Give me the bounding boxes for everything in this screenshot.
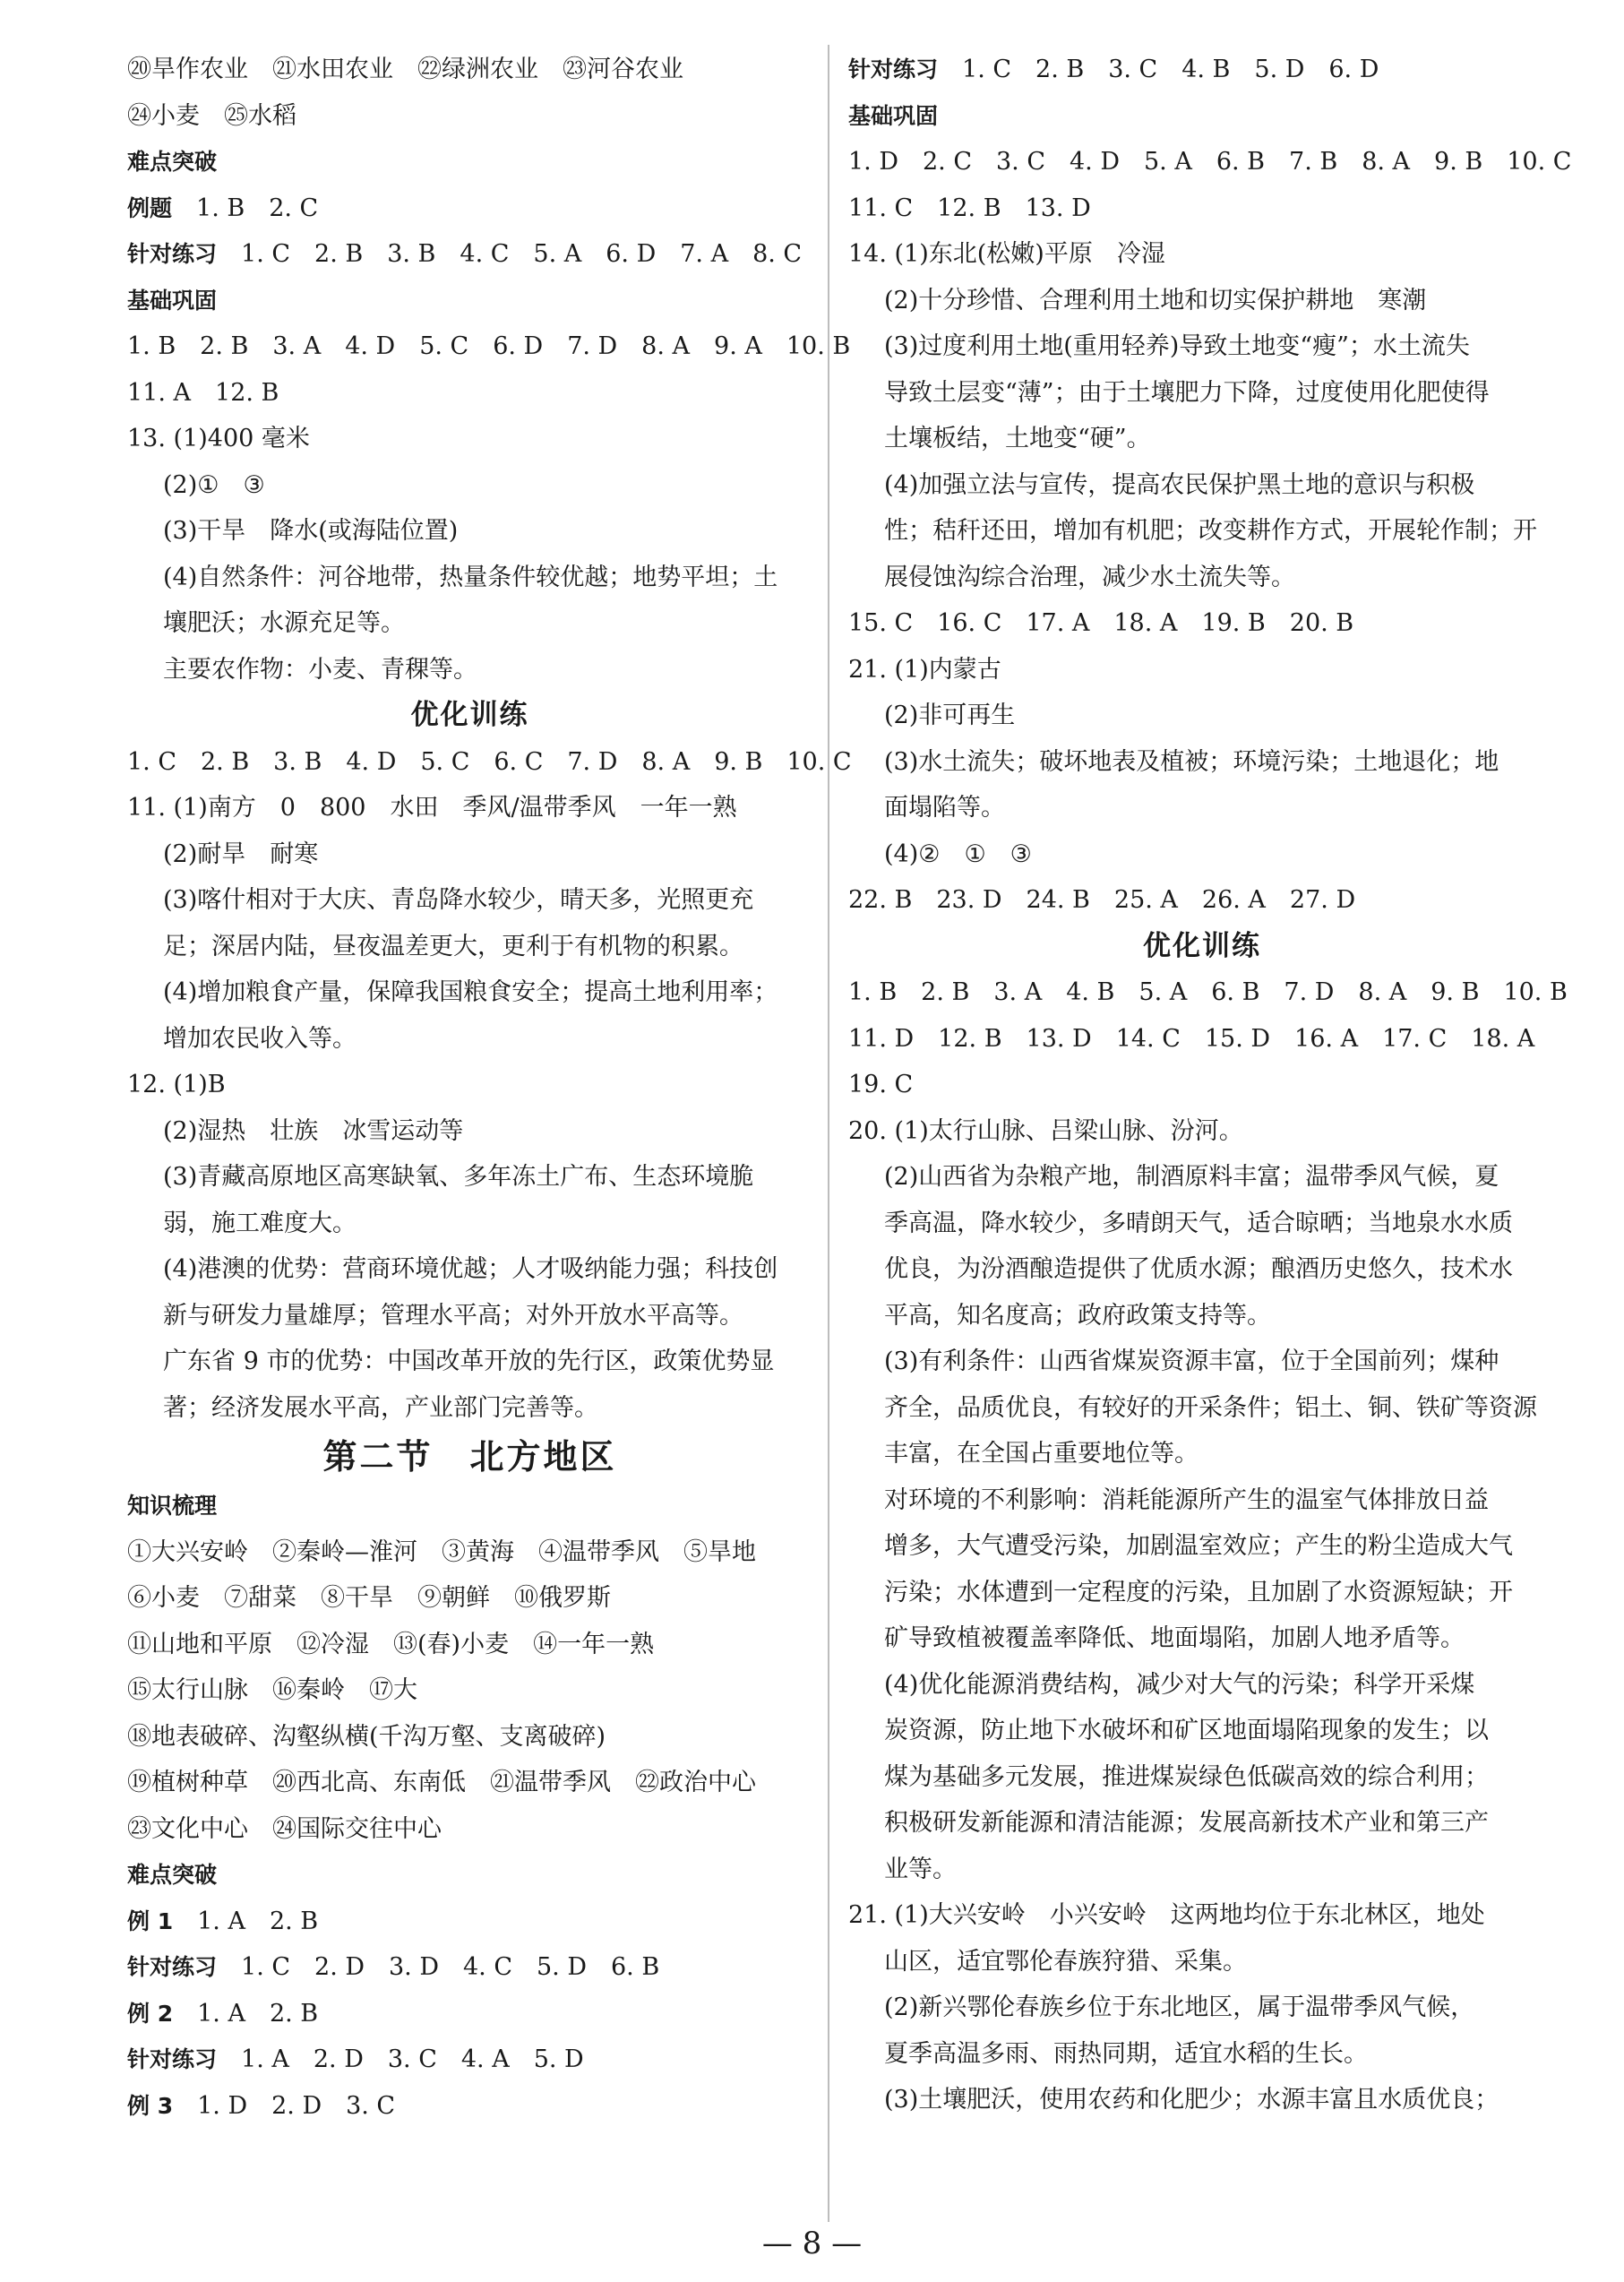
answer-line: [848, 231, 1556, 278]
answer-line: [127, 1991, 812, 2037]
section-label: [127, 1852, 812, 1899]
line-text: 平高，知名度高；政府政策支持等。: [884, 1301, 1271, 1330]
line-text: 难点突破: [127, 149, 218, 175]
line-text: 1. A 2. B: [197, 1999, 319, 2028]
answer-line: [127, 1575, 812, 1622]
right-column: [848, 47, 1572, 2123]
line-text: 1. C 2. D 3. D 4. C 5. D 6. B: [241, 1953, 660, 1981]
exercise-label: 针对练习: [127, 1954, 218, 1980]
exercise-label: 针对练习: [848, 56, 939, 82]
answer-line: [127, 185, 812, 232]
column-divider: [828, 45, 829, 2222]
line-text: (2)① ③: [163, 470, 265, 499]
answer-line: [127, 1016, 812, 1063]
line-text: 基础巩固: [127, 287, 218, 314]
line-text: (4)优化能源消费结构，减少对大气的污染；科学开采煤: [884, 1670, 1475, 1699]
answer-line: [127, 2083, 812, 2130]
answer-line: [127, 1246, 812, 1293]
answer-line: [848, 1892, 1556, 1939]
answer-line: [127, 739, 852, 786]
section-label: [127, 1483, 812, 1529]
answer-line: [848, 1016, 1556, 1063]
answer-line: [127, 877, 812, 924]
answer-line: [848, 1523, 1556, 1570]
answer-line: [848, 323, 1556, 370]
answer-line: [848, 1570, 1556, 1616]
answer-line: [127, 1622, 812, 1668]
answer-line: [848, 693, 1556, 739]
line-text: 1. B 2. C: [196, 194, 319, 222]
answer-line: [127, 1944, 812, 1991]
line-text: 矿导致植被覆盖率降低、地面塌陷，加剧人地矛盾等。: [884, 1624, 1465, 1652]
answer-line: [127, 93, 812, 140]
exercise-label: 例 1: [127, 1907, 174, 1934]
line-text: (4)港澳的优势：营商环境优越；人才吸纳能力强；科技创: [163, 1255, 778, 1283]
line-text: 污染；水体遭到一定程度的污染，且加剧了水资源短缺；开: [884, 1578, 1513, 1606]
answer-line: [848, 600, 1556, 647]
line-text: (4)加强立法与宣传，提高农民保护黑土地的意识与积极: [884, 470, 1475, 499]
answer-line: [848, 2031, 1556, 2078]
line-text: 导致土层变“薄”；由于土壤肥力下降，过度使用化肥使得: [884, 378, 1490, 407]
line-text: 优化训练: [410, 699, 529, 731]
line-text: 12. (1)B: [127, 1071, 226, 1098]
line-text: 炭资源，防止地下水破坏和矿区地面塌陷现象的发生；以: [884, 1717, 1489, 1744]
line-text: 20. (1)太行山脉、吕梁山脉、汾河。: [848, 1116, 1243, 1145]
line-text: ㉓文化中心 ㉔国际交往中心: [127, 1814, 442, 1843]
answer-line: [127, 1760, 812, 1806]
line-text: 11. (1)南方 0 800 水田 季风/温带季风 一年一熟: [127, 794, 737, 822]
line-text: 1. A 2. B: [197, 1907, 319, 1935]
answer-line: [848, 1800, 1556, 1847]
answer-line: [848, 1847, 1556, 1893]
answer-line: [127, 323, 851, 370]
line-text: (3)干旱 降水(或海陆位置): [163, 517, 459, 545]
line-text: ⑪山地和平原 ⑫冷湿 ⑬(春)小麦 ⑭一年一熟: [127, 1630, 655, 1658]
section-label: [127, 278, 812, 324]
answer-line: [848, 969, 1568, 1016]
answer-line: [848, 1431, 1556, 1477]
line-text: 壤肥沃；水源充足等。: [163, 609, 405, 637]
exercise-label: 针对练习: [127, 241, 218, 267]
answer-line: [127, 1154, 812, 1201]
line-text: ㉔小麦 ㉕水稻: [127, 101, 296, 130]
answer-line: [127, 555, 812, 601]
answer-line: [848, 831, 1556, 878]
line-text: 广东省 9 市的优势：中国改革开放的先行区，政策优势显: [163, 1348, 775, 1375]
line-text: 14. (1)东北(松嫩)平原 冷湿: [848, 240, 1165, 268]
answer-line: [848, 47, 1556, 93]
line-text: 1. A 2. D 3. C 4. A 5. D: [241, 2045, 584, 2073]
line-text: 增多，大气遭受污染，加剧温室效应；产生的粉尘造成大气: [884, 1532, 1513, 1560]
answer-line: [848, 185, 1556, 232]
line-text: 齐全，品质优良，有较好的开采条件；铝土、铜、铁矿等资源: [884, 1393, 1537, 1422]
line-text: 13. (1)400 毫米: [127, 425, 310, 452]
chapter-heading: [127, 1431, 812, 1483]
answer-line: [127, 969, 812, 1016]
line-text: 难点突破: [127, 1862, 218, 1888]
line-text: 优良，为汾酒酿造提供了优质水源；酿酒历史悠久，技术水: [884, 1255, 1513, 1283]
line-text: 展侵蚀沟综合治理，减少水土流失等。: [884, 563, 1295, 591]
page-number: — 8 —: [761, 2226, 863, 2261]
exercise-label: 例题: [127, 194, 173, 221]
line-text: 增加农民收入等。: [163, 1024, 357, 1053]
line-text: 知识梳理: [127, 1493, 218, 1519]
answer-line: [848, 1293, 1556, 1339]
line-text: 新与研发力量雄厚；管理水平高；对外开放水平高等。: [163, 1301, 743, 1330]
answer-line: [848, 1154, 1556, 1201]
answer-line: [848, 278, 1556, 324]
answer-line: [848, 1754, 1556, 1801]
line-text: ①大兴安岭 ②秦岭—淮河 ③黄海 ④温带季风 ⑤旱地: [127, 1537, 756, 1566]
answer-line: [848, 2077, 1556, 2123]
line-text: 弱，施工难度大。: [163, 1209, 357, 1237]
line-text: 丰富，在全国占重要地位等。: [884, 1440, 1199, 1468]
line-text: ⑥小麦 ⑦甜菜 ⑧干旱 ⑨朝鲜 ⑩俄罗斯: [127, 1584, 611, 1612]
answer-line: [127, 416, 812, 462]
line-text: 11. A 12. B: [127, 378, 279, 407]
line-text: 15. C 16. C 17. A 18. A 19. B 20. B: [848, 609, 1354, 637]
line-text: ⑳旱作农业 ㉑水田农业 ㉒绿洲农业 ㉓河谷农业: [127, 56, 683, 83]
line-text: (3)青藏高原地区高寒缺氧、多年冻土广布、生态环境脆: [163, 1163, 754, 1191]
line-text: 煤为基础多元发展，推进煤炭绿色低碳高效的综合利用；: [884, 1762, 1489, 1791]
line-text: 21. (1)大兴安岭 小兴安岭 这两地均位于东北林区，地处: [848, 1901, 1485, 1929]
line-text: 主要农作物：小麦、青稞等。: [163, 655, 477, 684]
answer-line: [848, 1201, 1556, 1247]
answer-line: [848, 555, 1556, 601]
section-label: [127, 139, 812, 185]
answer-line: [127, 1899, 812, 1945]
line-text: 夏季高温多雨、雨热同期，适宜水稻的生长。: [884, 2039, 1368, 2068]
line-text: 19. C: [848, 1071, 914, 1098]
line-text: 对环境的不利影响：消耗能源所产生的温室气体排放日益: [884, 1485, 1489, 1514]
answer-line: [848, 647, 1556, 693]
answer-line: [848, 1615, 1556, 1662]
answer-line: [848, 508, 1556, 555]
answer-line: [127, 1385, 812, 1432]
answer-line: [127, 47, 812, 93]
answer-line: [127, 462, 812, 509]
answer-line: [127, 831, 812, 878]
left-column: [127, 47, 852, 2129]
line-text: 11. D 12. B 13. D 14. C 15. D 16. A 17. C 18. A: [848, 1024, 1535, 1053]
answer-line: [127, 600, 812, 647]
answer-line: [848, 1339, 1556, 1385]
line-text: (2)湿热 壮族 冰雪运动等: [163, 1116, 464, 1145]
line-text: (3)水土流失；破坏地表及植被；环境污染；土地退化；地: [884, 747, 1499, 776]
line-text: 第二节 北方地区: [322, 1436, 617, 1477]
line-text: 1. B 2. B 3. A 4. D 5. C 6. D 7. D 8. A 9. A 10. B: [127, 332, 851, 360]
answer-line: [848, 1662, 1556, 1709]
section-title: [848, 924, 1556, 970]
line-text: 季高温，降水较少，多晴朗天气，适合晾晒；当地泉水水质: [884, 1209, 1513, 1237]
line-text: ⑮太行山脉 ⑯秦岭 ⑰大: [127, 1676, 417, 1704]
answer-line: [848, 416, 1556, 462]
line-text: 优化训练: [1143, 929, 1261, 962]
answer-line: [848, 739, 1556, 786]
line-text: 1. C 2. B 3. B 4. C 5. A 6. D 7. A 8. C: [241, 240, 803, 268]
answer-line: [127, 2037, 812, 2083]
line-text: 性；秸秆还田，增加有机肥；改变耕作方式，开展轮作制；开: [884, 517, 1537, 545]
line-text: 1. B 2. B 3. A 4. B 5. A 6. B 7. D 8. A 9. B 10. B: [848, 978, 1568, 1006]
line-text: 著；经济发展水平高，产业部门完善等。: [163, 1393, 598, 1422]
answer-line: [127, 1667, 812, 1714]
line-text: (4)② ① ③: [884, 840, 1032, 868]
line-text: ⑱地表破碎、沟壑纵横(千沟万壑、支离破碎): [127, 1722, 606, 1751]
line-text: (3)有利条件：山西省煤炭资源丰富，位于全国前列；煤种: [884, 1348, 1499, 1375]
answer-line: [127, 508, 812, 555]
line-text: 基础巩固: [848, 102, 939, 129]
line-text: 积极研发新能源和清洁能源；发展高新技术产业和第三产: [884, 1809, 1489, 1837]
answer-line: [848, 462, 1556, 509]
answer-line: [127, 1339, 812, 1385]
line-text: 1. C 2. B 3. C 4. B 5. D 6. D: [962, 56, 1379, 83]
answer-line: [127, 1201, 812, 1247]
line-text: 21. (1)内蒙古: [848, 655, 1001, 684]
line-text: 11. C 12. B 13. D: [848, 194, 1091, 222]
answer-line: [127, 924, 812, 970]
line-text: 1. D 2. C 3. C 4. D 5. A 6. B 7. B 8. A 9. B 10. C: [848, 148, 1572, 176]
line-text: 1. C 2. B 3. B 4. D 5. C 6. C 7. D 8. A 9. B 10. C: [127, 747, 852, 776]
answer-line: [127, 647, 812, 693]
line-text: (3)喀什相对于大庆、青岛降水较少，晴天多，光照更充: [163, 886, 754, 914]
answer-line: [848, 1062, 1556, 1108]
line-text: 1. D 2. D 3. C: [197, 2091, 396, 2120]
answer-line: [127, 785, 812, 831]
answer-line: [127, 231, 812, 278]
line-text: (2)十分珍惜、合理利用土地和切实保护耕地 寒潮: [884, 286, 1427, 314]
answer-line: [848, 785, 1556, 831]
line-text: (3)土壤肥沃，使用农药和化肥少；水源丰富且水质优良；: [884, 2086, 1499, 2114]
answer-line: [127, 1714, 812, 1761]
answer-line: [848, 139, 1572, 185]
line-text: (2)山西省为杂粮产地，制酒原料丰富；温带季风气候，夏: [884, 1163, 1499, 1191]
exercise-label: 例 2: [127, 2000, 174, 2027]
line-text: (4)增加粮食产量，保障我国粮食安全；提高土地利用率；: [163, 978, 778, 1006]
answer-line: [127, 1062, 812, 1108]
exercise-label: 例 3: [127, 2092, 174, 2119]
answer-line: [848, 877, 1556, 924]
line-text: 足；深居内陆，昼夜温差更大，更利于有机物的积累。: [163, 932, 743, 960]
answer-line: [848, 1385, 1556, 1432]
answer-line: [848, 1985, 1556, 2031]
section-title: [127, 693, 812, 739]
answer-line: [848, 1246, 1556, 1293]
answer-line: [848, 1708, 1556, 1754]
answer-line: [127, 1806, 812, 1853]
line-text: 业等。: [884, 1855, 957, 1883]
line-text: 面塌陷等。: [884, 794, 1005, 822]
line-text: (2)耐旱 耐寒: [163, 840, 319, 868]
answer-line: [127, 370, 812, 417]
answer-line: [127, 1108, 812, 1155]
line-text: (4)自然条件：河谷地带，热量条件较优越；地势平坦；土: [163, 563, 778, 591]
section-label: [848, 93, 1556, 140]
line-text: 22. B 23. D 24. B 25. A 26. A 27. D: [848, 886, 1356, 914]
line-text: (2)新兴鄂伦春族乡位于东北地区，属于温带季风气候，: [884, 1994, 1475, 2021]
answer-line: [848, 370, 1556, 417]
answer-line: [127, 1293, 812, 1339]
exercise-label: 针对练习: [127, 2046, 218, 2072]
answer-line: [848, 1477, 1556, 1524]
line-text: 山区，适宜鄂伦春族狩猎、采集。: [884, 1947, 1247, 1976]
line-text: 土壤板结，土地变“硬”。: [884, 425, 1151, 452]
answer-line: [848, 1939, 1556, 1985]
line-text: (3)过度利用土地(重用轻养)导致土地变“瘦”；水土流失: [884, 332, 1470, 360]
line-text: ⑲植树种草 ⑳西北高、东南低 ㉑温带季风 ㉒政治中心: [127, 1769, 756, 1796]
line-text: (2)非可再生: [884, 702, 1016, 729]
answer-line: [127, 1529, 812, 1576]
answer-line: [848, 1108, 1556, 1155]
